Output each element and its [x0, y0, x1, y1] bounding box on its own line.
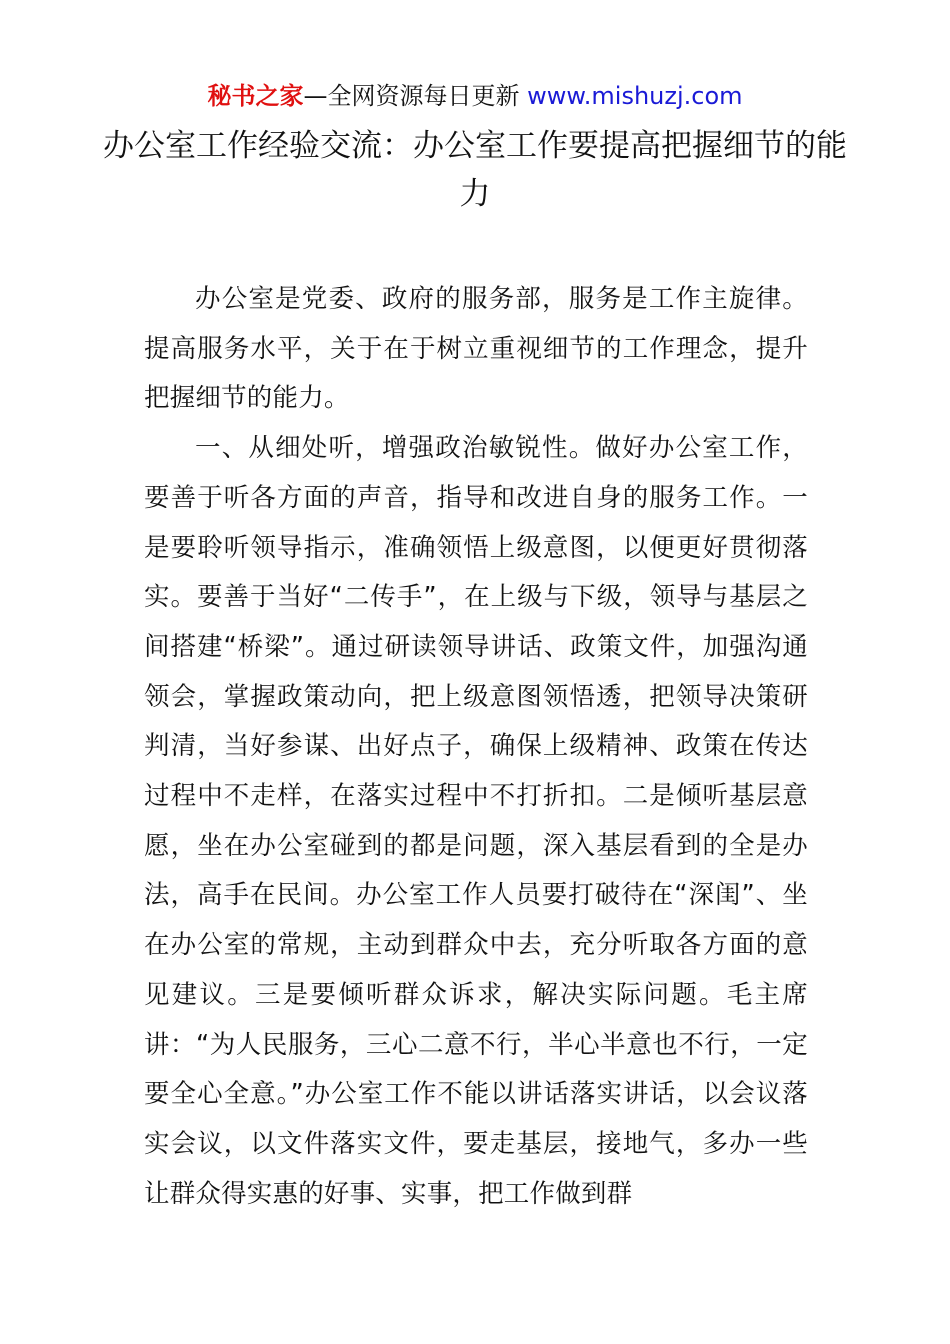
paragraph-section-1: 一、从细处听，增强政治敏锐性。做好办公室工作，要善于听各方面的声音，指导和改进自身的服务工作。一是要聆听领导指示，准确领悟上级意图，以便更好贯彻落实。要善于当好“二传手”，在上级与下级，领导与基层之间搭建“桥梁”。通过研读领导讲话、政策文件，加强沟通领会，掌握政策动向，把上级意图领悟透，把领导决策研判清，当好参谋、出好点子，确保上级精神、政策在传达过程中不走样，在落实过程中不打折扣。二是倾听基层意愿，坐在办公室碰到的都是问题，深入基层看到的全是办法，高手在民间。办公室工作人员要打破待在“深闺”、坐在办公室的常规，主动到群众中去，充分听取各方面的意见建议。三是要倾听群众诉求，解决实际问题。毛主席讲：“为人民服务，三心二意不行，半心半意也不行，一定要全心全意。”办公室工作不能以讲话落实讲话，以会议落实会议，以文件落实文件，要走基层，接地气，多办一些让群众得实惠的好事、实事，把工作做到群: [144, 433, 808, 1209]
site-url-link[interactable]: www.mishuzj.com: [527, 82, 743, 110]
site-header: [0, 80, 950, 112]
brand-name: 秘书之家: [207, 82, 304, 110]
header-tagline: —全网资源每日更新: [303, 82, 528, 110]
paragraph-intro: 办公室是党委、政府的服务部，服务是工作主旋律。提高服务水平，关于在于树立重视细节的工作理念，提升把握细节的能力。: [144, 284, 808, 414]
document-body: [144, 275, 808, 1219]
document-title: 办公室工作经验交流：办公室工作要提高把握细节的能力: [103, 128, 847, 212]
